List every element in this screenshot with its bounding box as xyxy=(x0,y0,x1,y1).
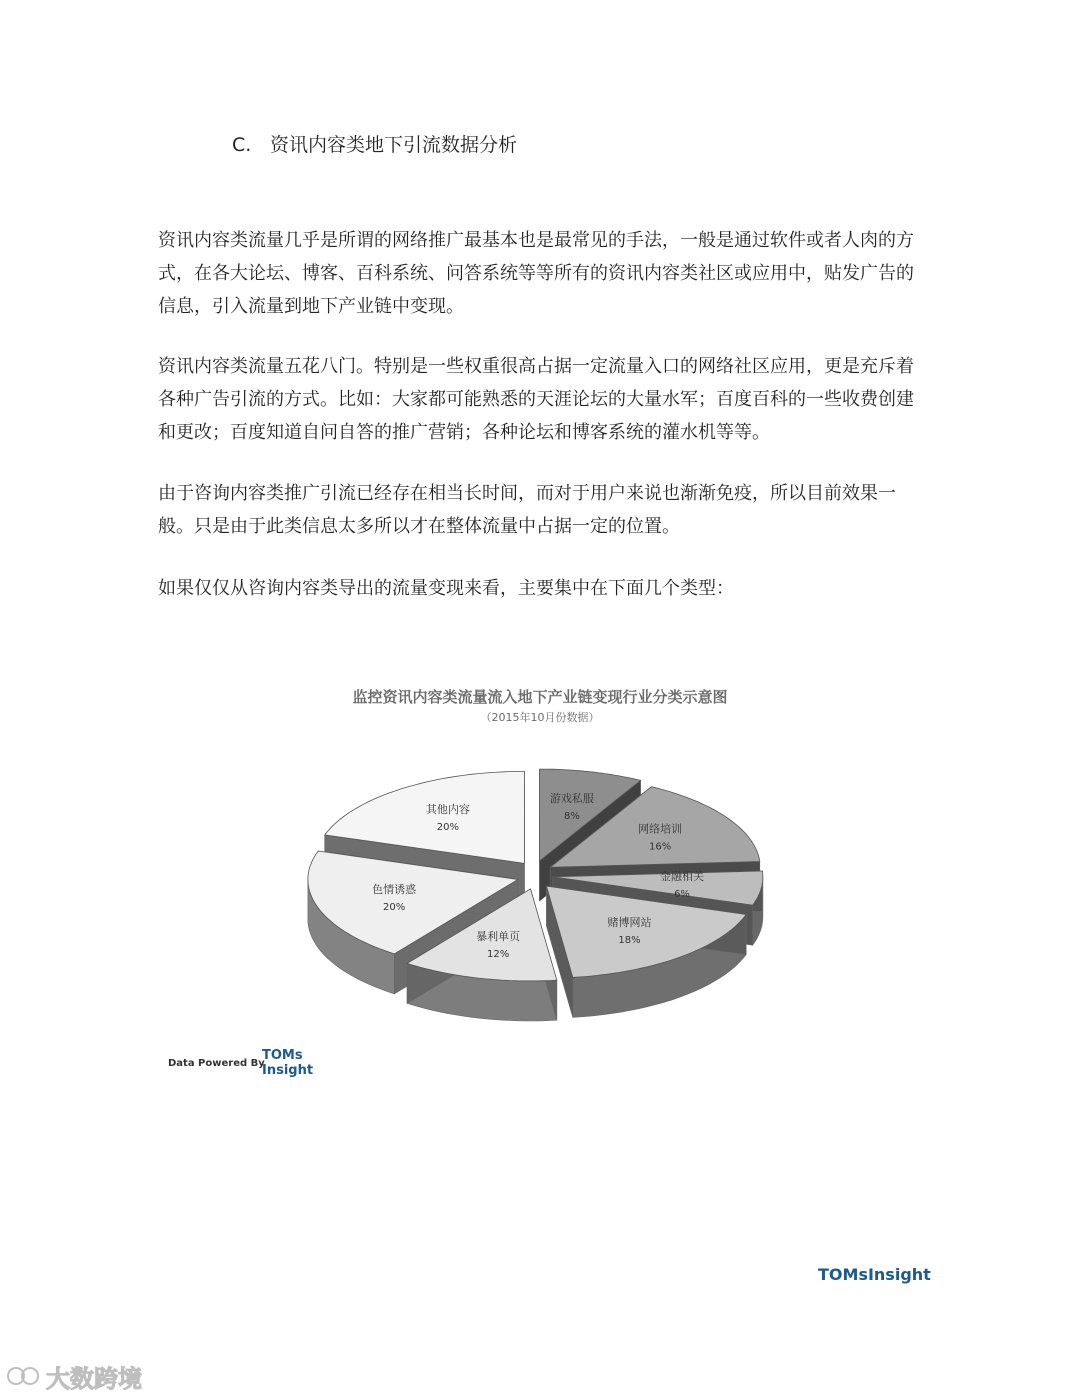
paragraph-1: 资讯内容类流量几乎是所谓的网络推广最基本也是最常见的手法，一般是通过软件或者人肉的方式，在各大论坛、博客、百科系统、问答系统等等所有的资讯内容类社区或应用中，贴发广告的信息，引入流量到地下产业链中变现。 xyxy=(158,230,914,317)
pie-value-4: 18% xyxy=(618,935,641,946)
powered-by-label: Data Powered By xyxy=(168,1058,265,1069)
paragraph-3: 由于咨询内容类推广引流已经存在相当长时间，而对于用户来说也渐渐免疫，所以目前效果一般。只是由于此类信息太多所以才在整体流量中占据一定的位置。 xyxy=(158,483,896,537)
powered-by-logo-line1: TOMs xyxy=(262,1048,303,1063)
powered-by-logo xyxy=(262,1048,313,1078)
paragraph-4: 如果仅仅从咨询内容类导出的流量变现来看，主要集中在下面几个类型： xyxy=(158,578,734,599)
footer-logo: TOMsInsight xyxy=(818,1265,931,1284)
chart-subtitle: （2015年10月份数据） xyxy=(480,711,600,724)
pie-value-7: 20% xyxy=(436,822,460,834)
watermark xyxy=(6,1361,142,1391)
pie-label-5: 暴利单页 xyxy=(476,930,521,944)
pie-label-7: 其他内容 xyxy=(425,803,470,817)
pie-value-2: 16% xyxy=(648,841,672,853)
pie-value-1: 8% xyxy=(563,810,580,822)
pie-value-5: 12% xyxy=(486,949,510,961)
chart-title: 监控资讯内容类流量流入地下产业链变现行业分类示意图 xyxy=(352,688,728,706)
pie-label-3: 金融相关 xyxy=(660,870,704,883)
watermark-text: 大数跨境 xyxy=(46,1364,142,1393)
pie-value-3: 6% xyxy=(674,889,690,900)
pie-value-6: 20% xyxy=(382,902,406,914)
watermark-logo-icon xyxy=(6,1363,40,1389)
powered-by-logo-line2: Insight xyxy=(262,1063,314,1078)
pie-label-4: 赌博网站 xyxy=(607,916,652,929)
pie-label-1: 游戏私服 xyxy=(549,791,594,805)
section-title: 资讯内容类地下引流数据分析 xyxy=(270,134,518,156)
paragraph-2: 资讯内容类流量五花八门。特别是一些权重很高占据一定流量入口的网络社区应用，更是充斥着各种广告引流的方式。比如：大家都可能熟悉的天涯论坛的大量水军；百度百科的一些收费创建和更改；百度知道自问自答的推广营销；各种论坛和博客系统的灌水机等等。 xyxy=(158,356,914,443)
pie-label-6: 色情诱惑 xyxy=(372,883,417,897)
section-number: C. xyxy=(232,134,252,156)
pie-label-2: 网络培训 xyxy=(638,822,683,836)
